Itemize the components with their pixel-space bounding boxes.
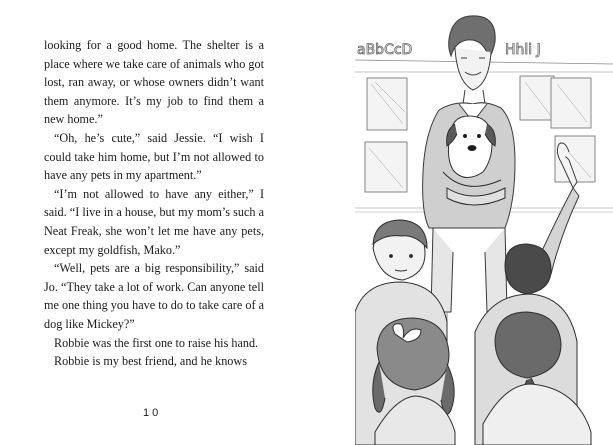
paragraph-4: “Well, pets are a big responsibility,” said Jo. “They take a lot of work. Can anyone tell me one thing you have to do to take care of a dog like Mickey?” [44,261,264,331]
story-text [44,36,264,371]
paragraph-1: looking for a good home. The shelter is a place where we take care of animals who got lost, ran away, or whose owners didn’t want them anymore. It’s my job to find them a new home.” [44,38,264,127]
page-number: 10 [143,407,162,419]
pencil-illustration [355,12,613,445]
classroom-sketch [355,12,613,445]
paragraph-3: “I’m not allowed to have any either,” I said. “I live in a house, but my mom’s such a Neat Freak, she won’t let me have any pets, except my goldfish, Mako.” [44,186,264,257]
chalkboard-letters-right: Hhli J [505,42,541,58]
paragraph-2: “Oh, he’s cute,” said Jessie. “I wish I could take him home, but I’m not allowed to have any pets in my apartment.” [44,130,264,183]
chalkboard-letters-left: aBbCcD [357,42,413,58]
paragraph-6: Robbie is my best friend, and he knows [54,354,247,369]
paragraph-5: Robbie was the first one to raise his hand. [54,335,259,350]
